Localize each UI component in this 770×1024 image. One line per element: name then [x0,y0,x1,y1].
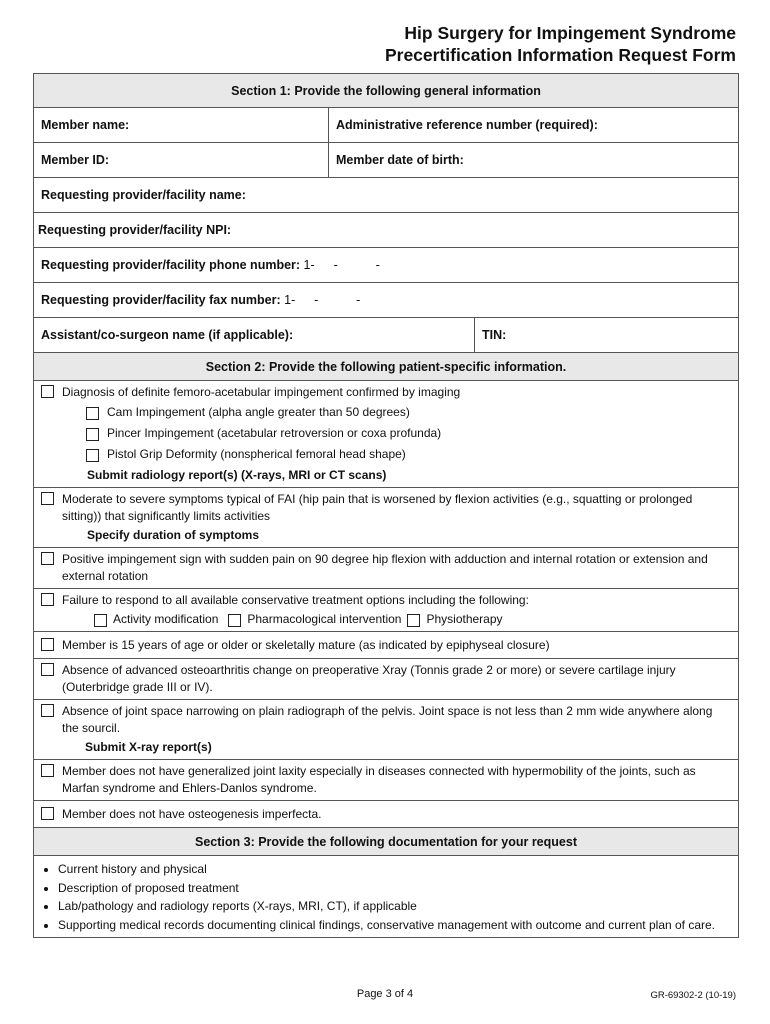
joint-space-text: Absence of joint space narrowing on plain radiograph of the pelvis. Joint space is not less than 2 mm wide anywhere along the sourcil. [62,704,713,735]
activity-text: Activity modification [113,612,219,626]
fax-dash-1: - [314,293,319,307]
doc-item: • Lab/pathology and radiology reports (X-rays, MRI, CT), if applicable [58,897,715,916]
assistant-label: Assistant/co-surgeon name (if applicable): [41,328,294,342]
criterion-laxity [34,760,738,801]
cam-checkbox[interactable] [86,407,99,420]
doc-item: • Supporting medical records documenting clinical findings, conservative management with outcome and current plan of care. [58,916,715,935]
admin-ref-field[interactable] [328,108,738,142]
phone-dash-1: - [333,258,338,272]
form-code: GR-69302-2 (10-19) [650,990,736,1001]
fax-dash-2: - [356,293,361,307]
physio-checkbox[interactable] [407,614,420,627]
imaging-checkbox[interactable] [41,385,54,398]
fax-row[interactable] [34,283,738,318]
pharma-text: Pharmacological intervention [247,612,402,626]
phone-dash-2: - [375,258,380,272]
criterion-symptoms [34,488,738,548]
age-checkbox[interactable] [41,638,54,651]
title-line-1: Hip Surgery for Impingement Syndrome [404,23,736,43]
phone-label: Requesting provider/facility phone number: [41,258,301,272]
page-number: Page 3 of 4 [356,988,414,1000]
form-title [385,22,736,66]
osteoarthritis-text: Absence of advanced osteoarthritis change on preoperative Xray (Tonnis grade 2 or more) or severe cartilage injury (Outerbridge grade III or IV). [62,663,676,694]
laxity-checkbox[interactable] [41,764,54,777]
assistant-row [34,318,738,353]
osteogenesis-text: Member does not have osteogenesis imperfecta. [62,807,322,821]
fax-prefix: 1- [284,293,296,307]
admin-ref-label: Administrative reference number (required): [336,118,598,132]
symptoms-checkbox[interactable] [41,492,54,505]
title-line-2: Precertification Information Request Form [384,45,736,65]
imaging-note: Submit radiology report(s) (X-rays, MRI or CT scans) [87,468,387,482]
member-name-field[interactable] [34,108,328,142]
provider-name-row[interactable] [34,178,738,213]
member-name-label: Member name: [41,118,130,132]
provider-name-label: Requesting provider/facility name: [41,188,246,202]
symptoms-text: Moderate to severe symptoms typical of FAI (hip pain that is worsened by flexion activities (e.g., squatting or prolonged sitting)) that significantly limits activities [62,492,693,523]
documentation-list [34,856,738,937]
member-id-field[interactable] [34,143,328,177]
criterion-conservative [34,589,738,632]
provider-npi-label: Requesting provider/facility NPI: [38,223,232,237]
phone-prefix: 1- [303,258,315,272]
member-name-row [34,108,738,143]
assistant-field[interactable] [34,318,474,352]
criterion-osteogenesis [34,801,738,828]
doc-item: • Current history and physical [58,860,715,879]
criterion-osteoarthritis [34,659,738,700]
conservative-checkbox[interactable] [41,593,54,606]
tin-label: TIN: [482,328,507,342]
pistol-grip-text: Pistol Grip Deformity (nonspherical femoral head shape) [107,447,406,461]
member-dob-field[interactable] [328,143,738,177]
provider-npi-row[interactable] [34,213,738,248]
laxity-text: Member does not have generalized joint laxity especially in diseases connected with hypermobility of the joints, such as Marfan syndrome and Ehlers-Danlos syndrome. [62,764,696,795]
doc-item: • Description of proposed treatment [58,879,715,898]
pistol-grip-checkbox[interactable] [86,449,99,462]
fax-label: Requesting provider/facility fax number: [41,293,281,307]
tin-field[interactable] [474,318,738,352]
osteogenesis-checkbox[interactable] [41,807,54,820]
criterion-impingement-sign [34,548,738,589]
section2-heading: Section 2: Provide the following patient-specific information. [34,353,738,381]
pincer-checkbox[interactable] [86,428,99,441]
precert-form [33,73,739,938]
section3-heading: Section 3: Provide the following documentation for your request [34,828,738,856]
physio-text: Physiotherapy [426,612,503,626]
member-dob-label: Member date of birth: [336,153,464,167]
activity-checkbox[interactable] [94,614,107,627]
impingement-sign-text: Positive impingement sign with sudden pain on 90 degree hip flexion with adduction and internal rotation or extension and external rotation [62,552,708,583]
symptoms-note: Specify duration of symptoms [87,528,260,542]
conservative-text: Failure to respond to all available conservative treatment options including the following: [62,593,529,607]
joint-space-checkbox[interactable] [41,704,54,717]
criterion-age [34,632,738,659]
age-text: Member is 15 years of age or older or skeletally mature (as indicated by epiphyseal closure) [62,638,550,652]
criterion-imaging [34,381,738,488]
pincer-text: Pincer Impingement (acetabular retroversion or coxa profunda) [107,426,442,440]
osteoarthritis-checkbox[interactable] [41,663,54,676]
phone-row[interactable] [34,248,738,283]
criterion-joint-space [34,700,738,760]
xray-note: Submit X-ray report(s) [85,740,212,754]
section1-heading: Section 1: Provide the following general information [34,74,738,108]
pharma-checkbox[interactable] [228,614,241,627]
member-id-row [34,143,738,178]
impingement-sign-checkbox[interactable] [41,552,54,565]
imaging-text: Diagnosis of definite femoro-acetabular impingement confirmed by imaging [62,385,461,399]
cam-text: Cam Impingement (alpha angle greater than 50 degrees) [107,405,410,419]
member-id-label: Member ID: [41,153,110,167]
